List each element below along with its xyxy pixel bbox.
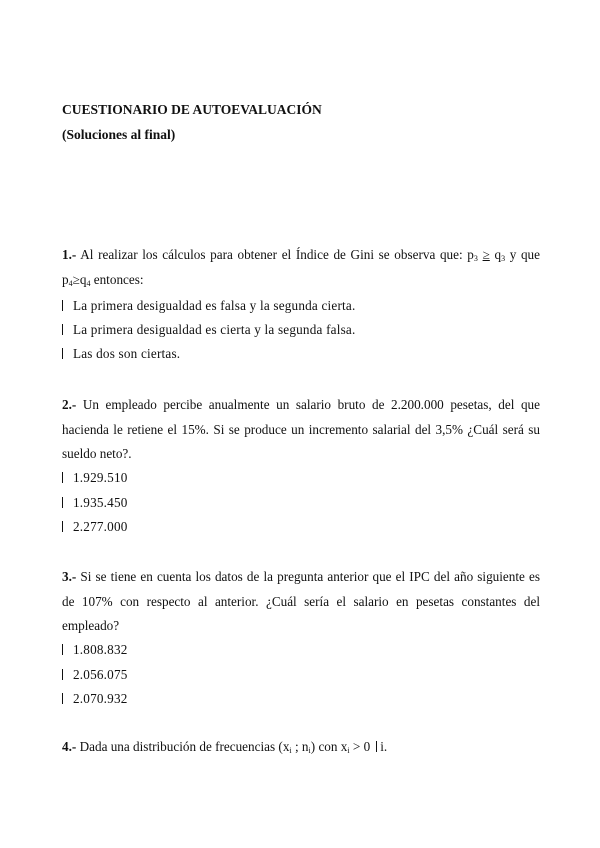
question-text: Si se tiene en cuenta los datos de la pregunta anterior que el IPC del año siguiente es de 107% con respecto al anterior. ¿Cuál sería el salario en pesetas constantes del empleado? [62, 569, 540, 633]
option-label: 1.808.832 [73, 642, 128, 657]
answer-option[interactable] [62, 641, 128, 659]
option-marker-icon [62, 497, 63, 508]
option-label: Las dos son ciertas. [73, 346, 181, 361]
option-label: 2.056.075 [73, 667, 128, 682]
question-4 [62, 735, 540, 760]
question-text: q [79, 271, 87, 287]
question-text: Al realizar los cálculos para obtener el Índice de Gini se observa que: p [80, 247, 474, 262]
option-label: 1.929.510 [73, 470, 128, 485]
answer-option[interactable] [62, 469, 128, 487]
subscript: i [308, 746, 311, 755]
option-marker-icon [62, 644, 63, 655]
question-text: Dada una distribución de frecuencias (x [79, 739, 290, 754]
missing-symbol-icon [376, 741, 377, 752]
answer-option[interactable] [62, 690, 128, 708]
option-marker-icon [62, 324, 63, 335]
question-text: ; n [291, 739, 309, 754]
answer-option[interactable] [62, 518, 128, 536]
question-number: 2.- [62, 397, 77, 412]
option-marker-icon [62, 472, 63, 483]
question-text: ) con x [310, 739, 348, 754]
subscript: i [289, 746, 292, 755]
question-text: y que p [62, 247, 541, 287]
question-1 [62, 243, 540, 292]
question-text: i. [380, 739, 388, 754]
document-title: CUESTIONARIO DE AUTOEVALUACIÓN [62, 102, 322, 117]
option-marker-icon [62, 348, 63, 359]
option-marker-icon [62, 669, 63, 680]
answer-option[interactable] [62, 345, 180, 363]
subscript: 3 [501, 254, 506, 263]
question-text: > 0 [349, 739, 371, 754]
option-marker-icon [62, 693, 63, 704]
question-3 [62, 565, 540, 639]
subscript: 3 [473, 254, 478, 263]
subscript: i [347, 746, 350, 755]
option-label: La primera desigualdad es falsa y la segunda cierta. [73, 298, 356, 313]
question-number: 1.- [62, 247, 77, 262]
answer-option[interactable] [62, 297, 355, 315]
question-number: 3.- [62, 569, 77, 584]
question-number: 4.- [62, 739, 77, 754]
option-label: 2.277.000 [73, 519, 128, 534]
answer-option[interactable] [62, 666, 128, 684]
option-marker-icon [62, 521, 63, 532]
question-text: q [489, 247, 502, 262]
option-label: 1.935.450 [73, 495, 128, 510]
question-text: entonces: [90, 271, 144, 287]
subscript: 4 [86, 278, 91, 288]
answer-option[interactable] [62, 321, 355, 339]
option-label: 2.070.932 [73, 691, 128, 706]
document-subtitle: (Soluciones al final) [62, 127, 176, 142]
inequality-symbol: ≥ [482, 247, 490, 262]
option-label: La primera desigualdad es cierta y la segunda falsa. [73, 322, 356, 337]
option-marker-icon [62, 300, 63, 311]
subscript: 4 [68, 278, 73, 288]
question-text: Un empleado percibe anualmente un salario bruto de 2.200.000 pesetas, del que hacienda le retiene el 15%. Si se produce un incremento salarial del 3,5% ¿Cuál será su sueldo neto?. [62, 397, 540, 461]
answer-option[interactable] [62, 494, 128, 512]
question-2 [62, 393, 540, 467]
inequality-symbol: ≥ [72, 271, 80, 287]
